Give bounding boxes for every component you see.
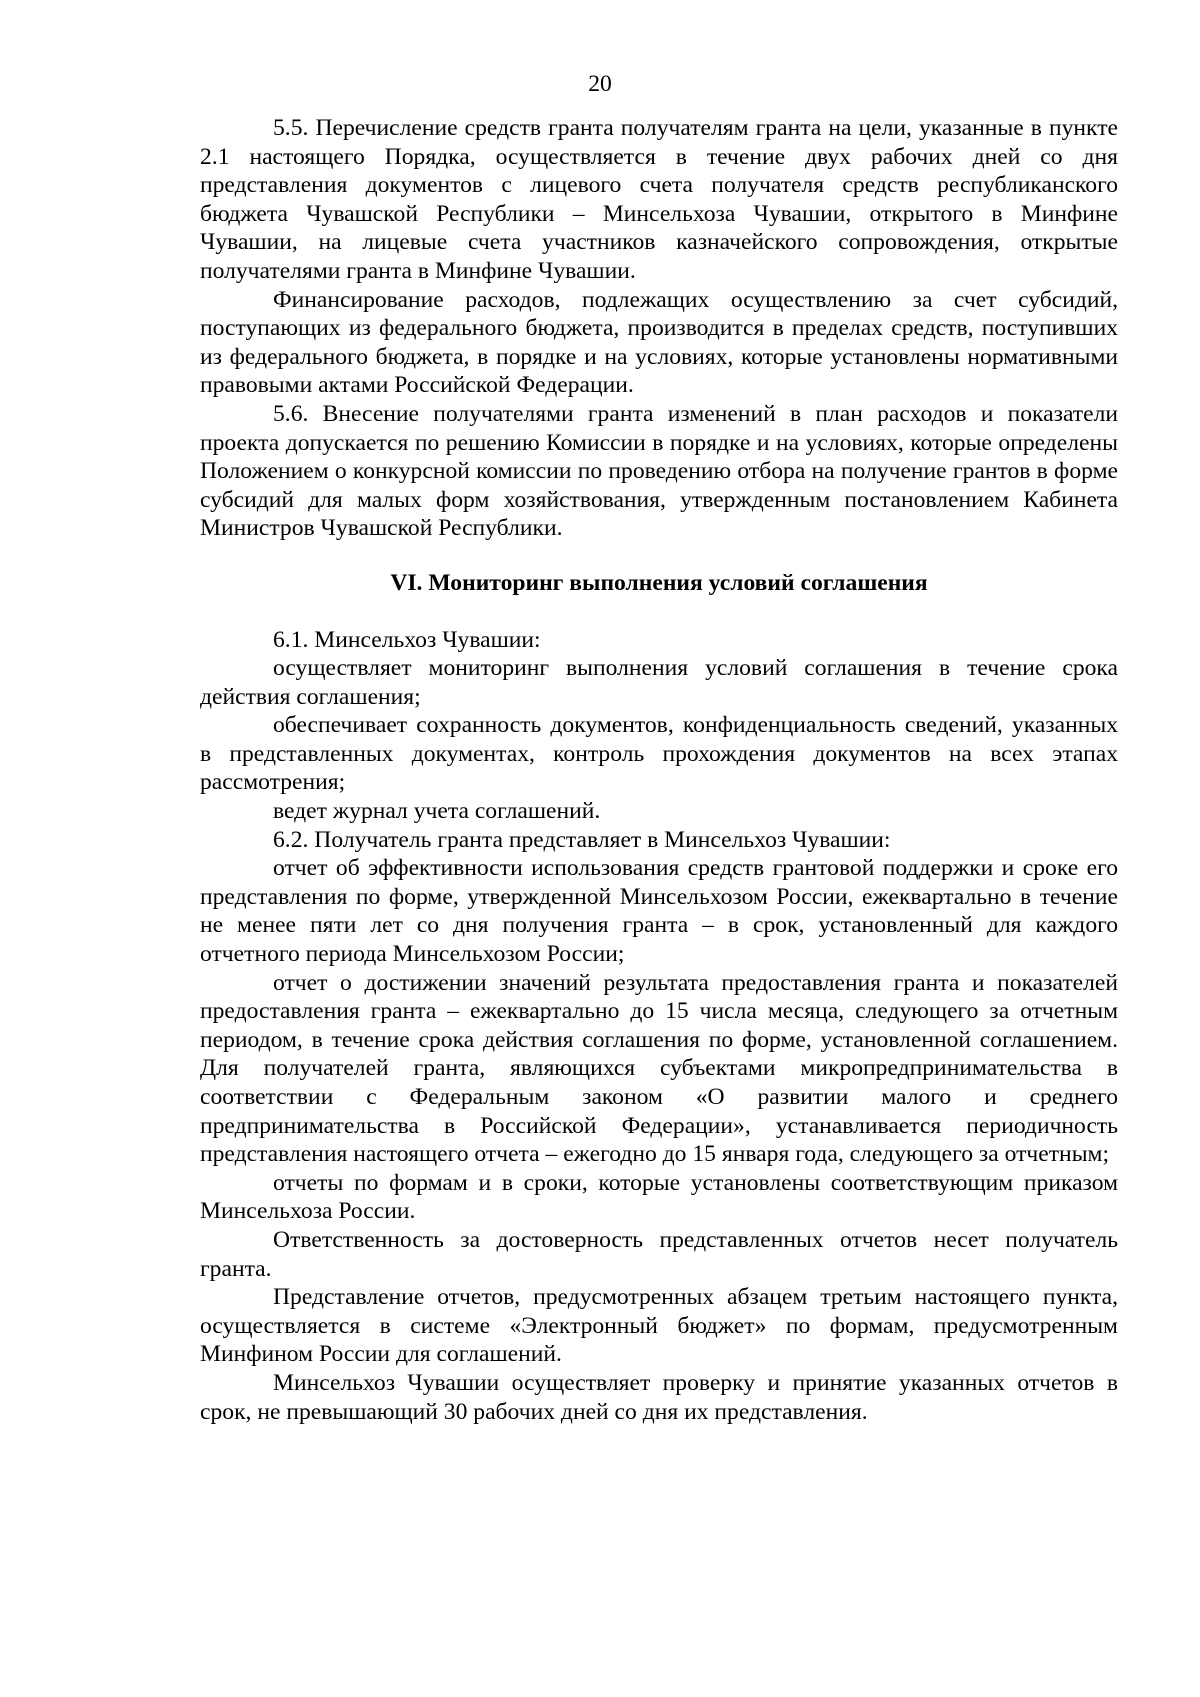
paragraph-other-reports: отчеты по формам и в сроки, которые установлены соответствующим приказом Минсельхоза России. — [200, 1169, 1118, 1225]
paragraph-6-1: 6.1. Минсельхоз Чувашии: — [273, 626, 541, 653]
paragraph-responsibility: Ответственность за достоверность представленных отчетов несет получатель гранта. — [200, 1226, 1118, 1282]
paragraph-5-6: 5.6. Внесение получателями гранта изменений в план расходов и показатели проекта допускается по решению Комиссии в порядке и на условиях, которые определены Положением о конкурсной комиссии по проведению отбора на получение грантов в форме субсидий для малых форм хозяйствования, утвержденным постановлением Кабинета Министров Чувашской Республики. — [200, 400, 1118, 542]
paragraph-verification: Минсельхоз Чувашии осуществляет проверку и принятие указанных отчетов в срок, не превышающий 30 рабочих дней со дня их представления. — [200, 1369, 1118, 1425]
paragraph-5-5: 5.5. Перечисление средств гранта получателям гранта на цели, указанные в пункте 2.1 настоящего Порядка, осуществляется в течение двух рабочих дней со дня представления документов с лицевого счета получателя средств республиканского бюджета Чувашской Республики – Минсельхоза Чувашии, открытого в Минфине Чувашии, на лицевые счета участников казначейского сопровождения, открытые получателями гранта в Минфине Чувашии. — [200, 115, 1118, 284]
document-body — [200, 114, 1118, 1426]
paragraph-electronic-budget: Представление отчетов, предусмотренных абзацем третьим настоящего пункта, осуществляется в системе «Электронный бюджет» по формам, предусмотренным Минфином России для соглашений. — [200, 1284, 1118, 1368]
paragraph-results-report: отчет о достижении значений результата предоставления гранта и показателей предоставления гранта – ежеквартально до 15 числа месяца, следующего за отчетным периодом, в течение срока действия соглашения по форме, установленной соглашением. Для получателей гранта, являющихся субъектами микропредпринимательства в соответствии с Федеральным законом «О развитии малого и среднего предпринимательства в Российской Федерации», устанавливается периодичность представления настоящего отчета – ежегодно до 15 января года, следующего за отчетным; — [200, 969, 1118, 1168]
section-heading: VI. Мониторинг выполнения условий соглашения — [390, 569, 928, 596]
paragraph-safekeeping: обеспечивает сохранность документов, конфиденциальность сведений, указанных в представленных документах, контроль прохождения документов на всех этапах рассмотрения; — [200, 712, 1118, 796]
page-number: 20 — [588, 71, 612, 97]
paragraph-monitoring: осуществляет мониторинг выполнения условий соглашения в течение срока действия соглашения; — [200, 655, 1118, 710]
paragraph-efficiency-report: отчет об эффективности использования средств грантовой поддержки и сроке его представления по форме, утвержденной Минсельхозом России, ежеквартально в течение не менее пяти лет со дня получения гранта – в срок, установленный для каждого отчетного периода Минсельхозом России; — [200, 855, 1118, 968]
paragraph-6-2: 6.2. Получатель гранта представляет в Минсельхоз Чувашии: — [273, 826, 891, 853]
paragraph-journal: ведет журнал учета соглашений. — [273, 798, 601, 825]
paragraph-financing: Финансирование расходов, подлежащих осуществлению за счет субсидий, поступающих из федерального бюджета, производится в пределах средств, поступивших из федерального бюджета, в порядке и на условиях, которые установлены нормативными правовыми актами Российской Федерации. — [200, 286, 1118, 399]
